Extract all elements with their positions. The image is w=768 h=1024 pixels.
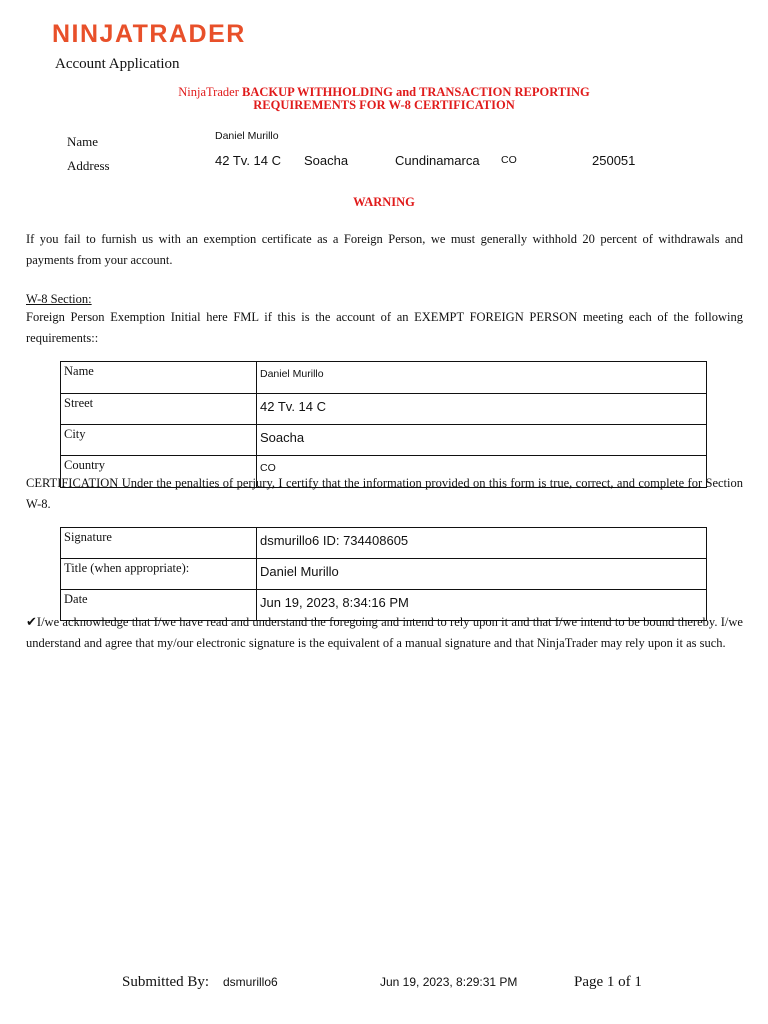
submitted-by-label: Submitted By: xyxy=(122,974,210,990)
checkmark-icon: ✔ xyxy=(26,615,37,630)
address-country: CO xyxy=(501,154,517,166)
title-label: Title (when appropriate): xyxy=(61,559,257,590)
signature-label: Signature xyxy=(61,528,257,559)
ninjatrader-logo: NINJATRADER xyxy=(52,20,246,48)
w8-country-label: Country xyxy=(61,456,257,488)
address-city: Soacha xyxy=(304,153,349,168)
name-value: Daniel Murillo xyxy=(215,130,279,142)
warning-heading: WARNING xyxy=(353,195,415,209)
form-title xyxy=(0,86,768,112)
w8-country-value: CO xyxy=(257,456,707,488)
date-value: Jun 19, 2023, 8:34:16 PM xyxy=(257,590,707,621)
warning-text: If you fail to furnish us with an exemption certificate as a Foreign Person, we must generally withhold 20 percent of withdrawals and payments from your account. xyxy=(26,232,743,267)
address-street: 42 Tv. 14 C xyxy=(215,153,281,168)
w8-table xyxy=(60,361,707,488)
address-label: Address xyxy=(67,158,110,173)
acknowledgement xyxy=(26,612,743,654)
w8-street-value: 42 Tv. 14 C xyxy=(257,394,707,425)
acknowledgement-text: I/we acknowledge that I/we have read and understand the foregoing and intend to rely upon it and that I/we intend to be bound thereby. I/we understand and agree that my/our electronic signature is the equivalent of a manual signature and that NinjaTrader may rely upon it as such. xyxy=(26,615,743,650)
table-row xyxy=(61,394,707,425)
w8-name-value: Daniel Murillo xyxy=(257,362,707,394)
submitted-date: Jun 19, 2023, 8:29:31 PM xyxy=(380,975,518,989)
title-line-1: BACKUP WITHHOLDING and TRANSACTION REPORTING xyxy=(241,85,590,99)
w8-city-value: Soacha xyxy=(257,425,707,456)
w8-city-label: City xyxy=(61,425,257,456)
signature-value: dsmurillo6 ID: 734408605 xyxy=(257,528,707,559)
table-row xyxy=(61,425,707,456)
table-row xyxy=(61,362,707,394)
page-subtitle: Account Application xyxy=(55,56,180,72)
certification-table xyxy=(60,527,707,621)
w8-text: Foreign Person Exemption Initial here FML if this is the account of an EXEMPT FOREIGN PERSON meeting each of the following requirements:: xyxy=(26,310,743,345)
name-label: Name xyxy=(67,134,99,149)
date-label: Date xyxy=(61,590,257,621)
title-brand: NinjaTrader xyxy=(178,85,239,99)
table-row xyxy=(61,528,707,559)
w8-name-label: Name xyxy=(61,362,257,394)
w8-street-label: Street xyxy=(61,394,257,425)
certification-text: CERTIFICATION Under the penalties of perjury, I certify that the information provided on this form is true, correct, and complete for Section W-8. xyxy=(26,476,743,511)
address-postal: 250051 xyxy=(592,153,636,168)
table-row xyxy=(61,559,707,590)
title-line-2: REQUIREMENTS FOR W-8 CERTIFICATION xyxy=(253,98,515,112)
title-value: Daniel Murillo xyxy=(257,559,707,590)
page-number: Page 1 of 1 xyxy=(574,974,642,990)
submitted-user: dsmurillo6 xyxy=(223,975,278,989)
address-state: Cundinamarca xyxy=(395,153,480,168)
w8-section-title: W-8 Section: xyxy=(26,292,92,306)
